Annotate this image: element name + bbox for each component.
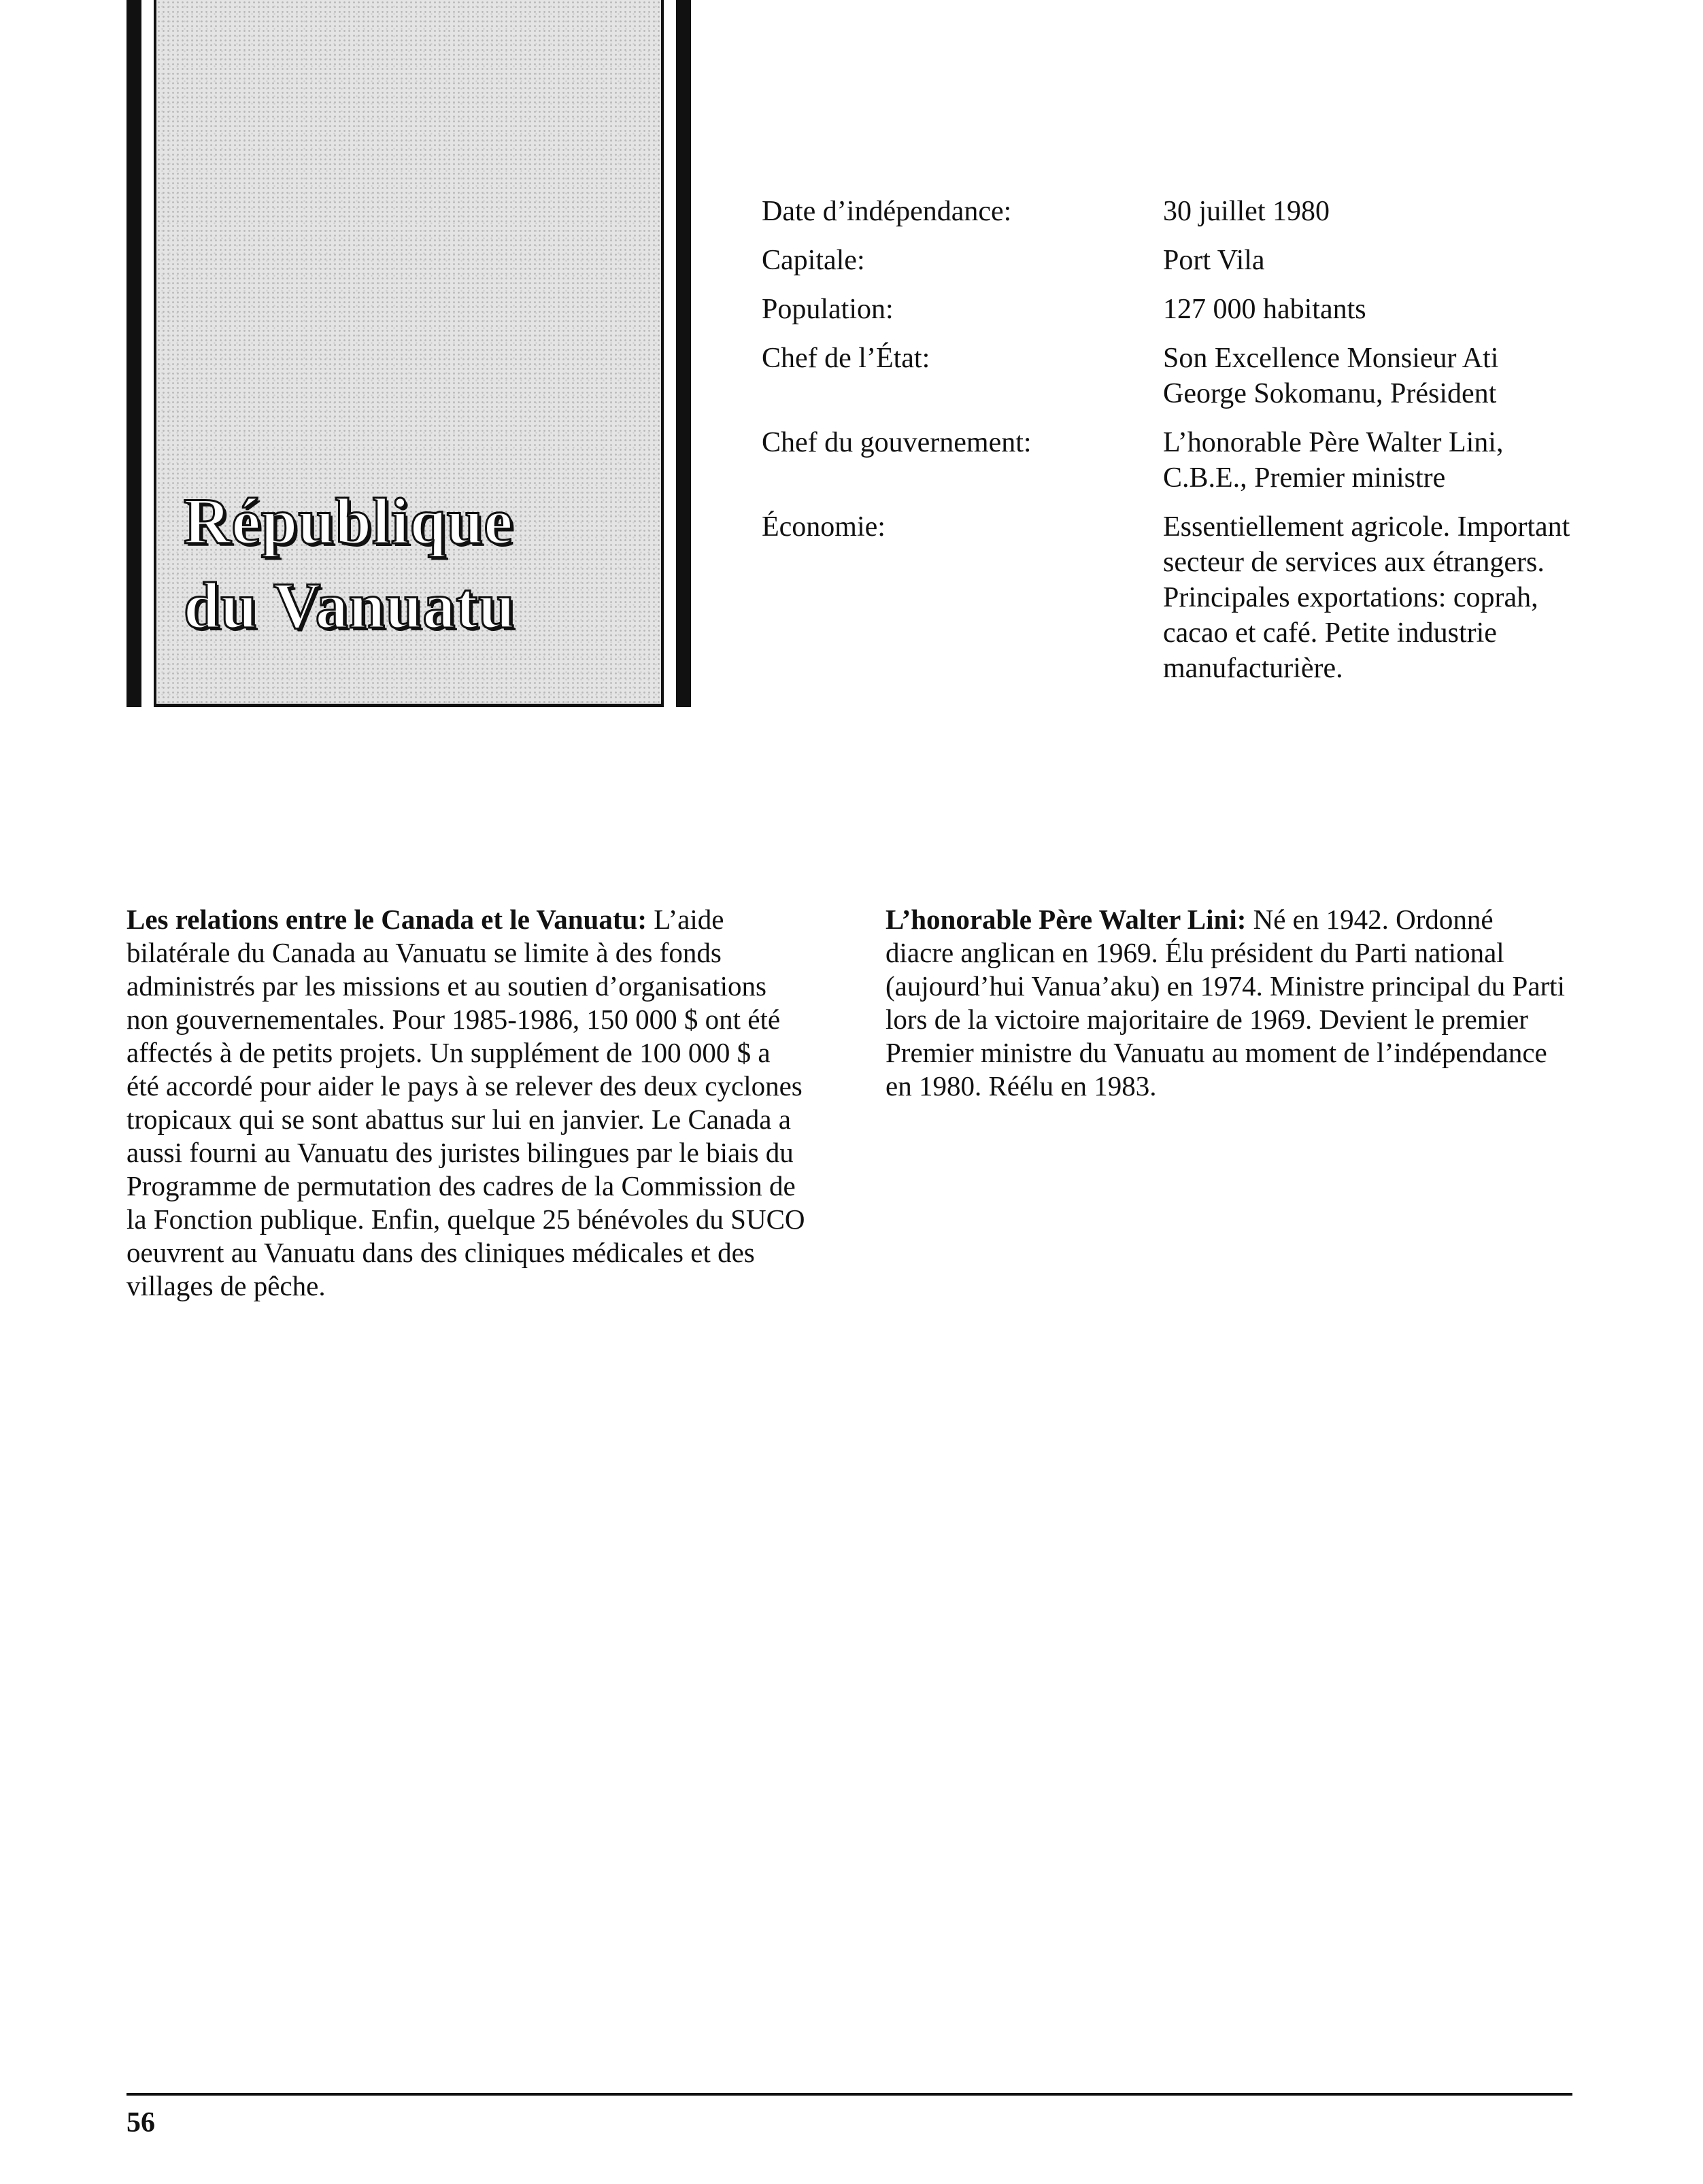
fact-row-population: [762, 292, 1578, 327]
fact-label: Chef de l’État:: [762, 343, 930, 374]
biography-paragraph: [886, 903, 1566, 1103]
fact-label: Date d’indépendance:: [762, 196, 1012, 227]
country-title-line-1: République: [184, 485, 513, 558]
country-title: [184, 479, 516, 648]
fact-value: 127 000 habitants: [1163, 294, 1366, 325]
country-title-line-2: du Vanuatu: [184, 569, 516, 642]
relations-heading: Les relations entre le Canada et le Vanuatu:: [127, 904, 647, 935]
relations-paragraph: [127, 903, 807, 1303]
fact-value: Son Excellence Monsieur Ati George Sokomanu, Président: [1163, 343, 1499, 409]
fact-row-capital: [762, 243, 1578, 278]
panel-left-bar: [127, 0, 141, 707]
panel-right-bar: [676, 0, 691, 707]
biography-text: Né en 1942. Ordonné diacre anglican en 1969. Élu président du Parti national (aujourd’hui Vanua’aku) en 1974. Ministre principal du Parti lors de la victoire majoritaire de 1969. Devient le premier Premier ministre du Vanuatu au moment de l’indépendance en 1980. Réélu en 1983.: [886, 904, 1565, 1102]
fact-value: Essentiellement agricole. Important secteur de services aux étrangers. Principales exportations: coprah, cacao et café. Petite industrie manufacturière.: [1163, 511, 1570, 684]
title-panel: [127, 0, 691, 707]
fact-sheet: [762, 194, 1578, 700]
fact-label: Capitale:: [762, 245, 865, 276]
fact-label: Économie:: [762, 511, 886, 543]
fact-label: Chef du gouvernement:: [762, 427, 1032, 458]
fact-value: 30 juillet 1980: [1163, 196, 1330, 227]
fact-row-head-of-government: [762, 425, 1578, 496]
relations-text: L’aide bilatérale du Canada au Vanuatu se limite à des fonds administrés par les missions et au soutien d’organisations non gouvernementales. Pour 1985-1986, 150 000 $ ont été affectés à de petits projets. Un supplément de 100 000 $ a été accordé pour aider le pays à se relever des deux cyclones tropicaux qui se sont abattus sur lui en janvier. Le Canada a aussi fourni au Vanuatu des juristes bilingues par le biais du Programme de permutation des cadres de la Commission de la Fonction publique. Enfin, quelque 25 bénévoles du SUCO oeuvrent au Vanuatu dans des cliniques médicales et des villages de pêche.: [127, 904, 805, 1301]
panel-stippled-background: [154, 0, 664, 707]
page-number: 56: [127, 2107, 155, 2138]
biography-heading: L’honorable Père Walter Lini:: [886, 904, 1247, 935]
fact-label: Population:: [762, 294, 894, 325]
fact-row-independence: [762, 194, 1578, 229]
fact-row-economy: [762, 509, 1578, 686]
fact-row-head-of-state: [762, 341, 1578, 411]
fact-value: Port Vila: [1163, 245, 1265, 276]
fact-value: L’honorable Père Walter Lini, C.B.E., Premier ministre: [1163, 427, 1504, 494]
footer-rule: [127, 2093, 1572, 2096]
